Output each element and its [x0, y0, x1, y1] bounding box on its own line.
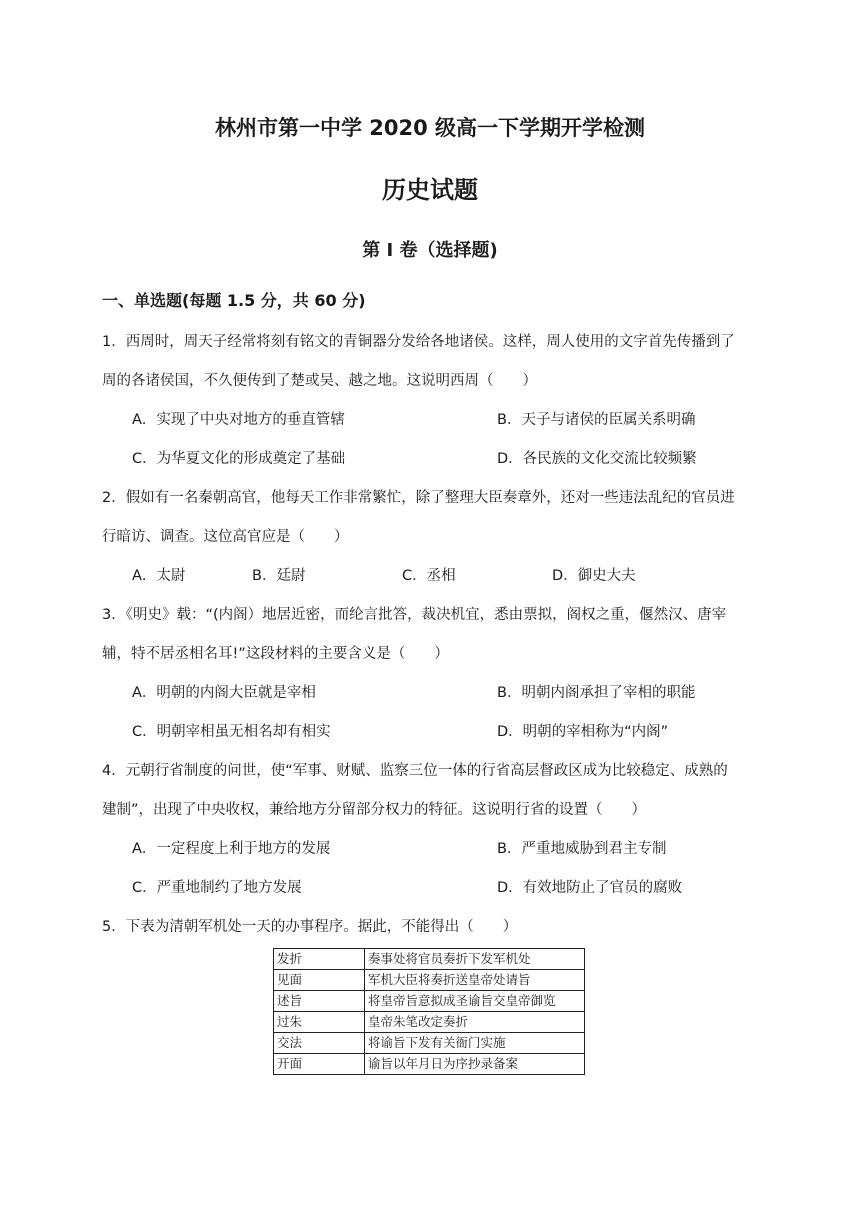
table-cell-step: 见面 [274, 970, 365, 991]
question-1-line-1: 1．西周时，周天子经常将刻有铭文的青铜器分发给各地诸侯。这样，周人使用的文字首先传播到了 [102, 334, 735, 350]
question-4-line-2: 建制”，出现了中央收权，兼给地方分留部分权力的特征。这说明行省的设置（ ） [102, 802, 647, 818]
question-3-option-a: A．明朝的内阁大臣就是宰相 [132, 685, 316, 701]
question-2-option-d: D．御史大夫 [552, 568, 636, 584]
question-4-option-b: B．严重地威胁到君主专制 [497, 841, 667, 857]
question-1-line-2: 周的各诸侯国，不久便传到了楚或吴、越之地。这说明西周（ ） [102, 373, 537, 389]
table-cell-description: 奏事处将官员奏折下发军机处 [365, 949, 585, 970]
question-3-line-2: 辅，特不居丞相名耳!”这段材料的主要含义是（ ） [102, 646, 449, 662]
question-1-option-a: A．实现了中央对地方的垂直管辖 [132, 412, 345, 428]
table-cell-step: 过朱 [274, 1012, 365, 1033]
school-exam-title: 林州市第一中学 2020 级高一下学期开学检测 [214, 116, 646, 140]
question-2-option-b: B．廷尉 [252, 568, 306, 584]
question-4-option-d: D．有效地防止了官员的腐败 [497, 880, 683, 896]
question-2-option-c: C．丞相 [402, 568, 456, 584]
table-cell-description: 皇帝朱笔改定奏折 [365, 1012, 585, 1033]
question-1-option-c: C．为华夏文化的形成奠定了基础 [132, 451, 346, 467]
question-4-option-a: A．一定程度上利于地方的发展 [132, 841, 331, 857]
question-2-option-a: A．太尉 [132, 568, 186, 584]
question-3-option-b: B．明朝内阁承担了宰相的职能 [497, 685, 696, 701]
question-1-option-d: D．各民族的文化交流比较频繁 [497, 451, 697, 467]
question-2-line-2: 行暗访、调查。这位高官应是（ ） [102, 529, 349, 545]
question-2-line-1: 2．假如有一名秦朝高官，他每天工作非常繁忙，除了整理大臣奏章外，还对一些违法乱纪的官员进 [102, 490, 735, 506]
question-3-line-1: 3．《明史》载：“(内阁）地居近密，而纶言批答，裁决机宜，悉由票拟，阁权之重，偃然汉、唐宰 [102, 607, 727, 623]
table-row [274, 949, 585, 970]
table-row [274, 1054, 585, 1075]
subject-title: 历史试题 [382, 176, 478, 204]
question-3-option-c: C．明朝宰相虽无相名却有相实 [132, 724, 331, 740]
question-1-option-b: B．天子与诸侯的臣属关系明确 [497, 412, 696, 428]
table-cell-description: 军机大臣将奏折送皇帝处请旨 [365, 970, 585, 991]
question-4-line-1: 4．元朝行省制度的问世，使“军事、财赋、监察三位一体的行省高层督政区成为比较稳定、成熟的 [102, 763, 728, 779]
volume-title: 第 I 卷（选择题) [362, 240, 498, 261]
question-3-option-d: D．明朝的宰相称为“内阁” [497, 724, 669, 740]
table-row [274, 991, 585, 1012]
table-cell-step: 开面 [274, 1054, 365, 1075]
section-title: 一、单选题(每题 1.5 分，共 60 分) [102, 291, 366, 310]
table-cell-step: 交法 [274, 1033, 365, 1054]
table-cell-step: 发折 [274, 949, 365, 970]
table-cell-step: 述旨 [274, 991, 365, 1012]
table-row [274, 970, 585, 991]
table-row [274, 1012, 585, 1033]
table-row [274, 1033, 585, 1054]
question-5-line-1: 5．下表为清朝军机处一天的办事程序。据此，不能得出（ ） [102, 919, 518, 935]
table-cell-description: 将皇帝旨意拟成圣谕旨交皇帝御览 [365, 991, 585, 1012]
procedure-table [273, 948, 585, 1075]
table-cell-description: 将谕旨下发有关衙门实施 [365, 1033, 585, 1054]
table-cell-description: 谕旨以年月日为序抄录备案 [365, 1054, 585, 1075]
question-4-option-c: C．严重地制约了地方发展 [132, 880, 302, 896]
